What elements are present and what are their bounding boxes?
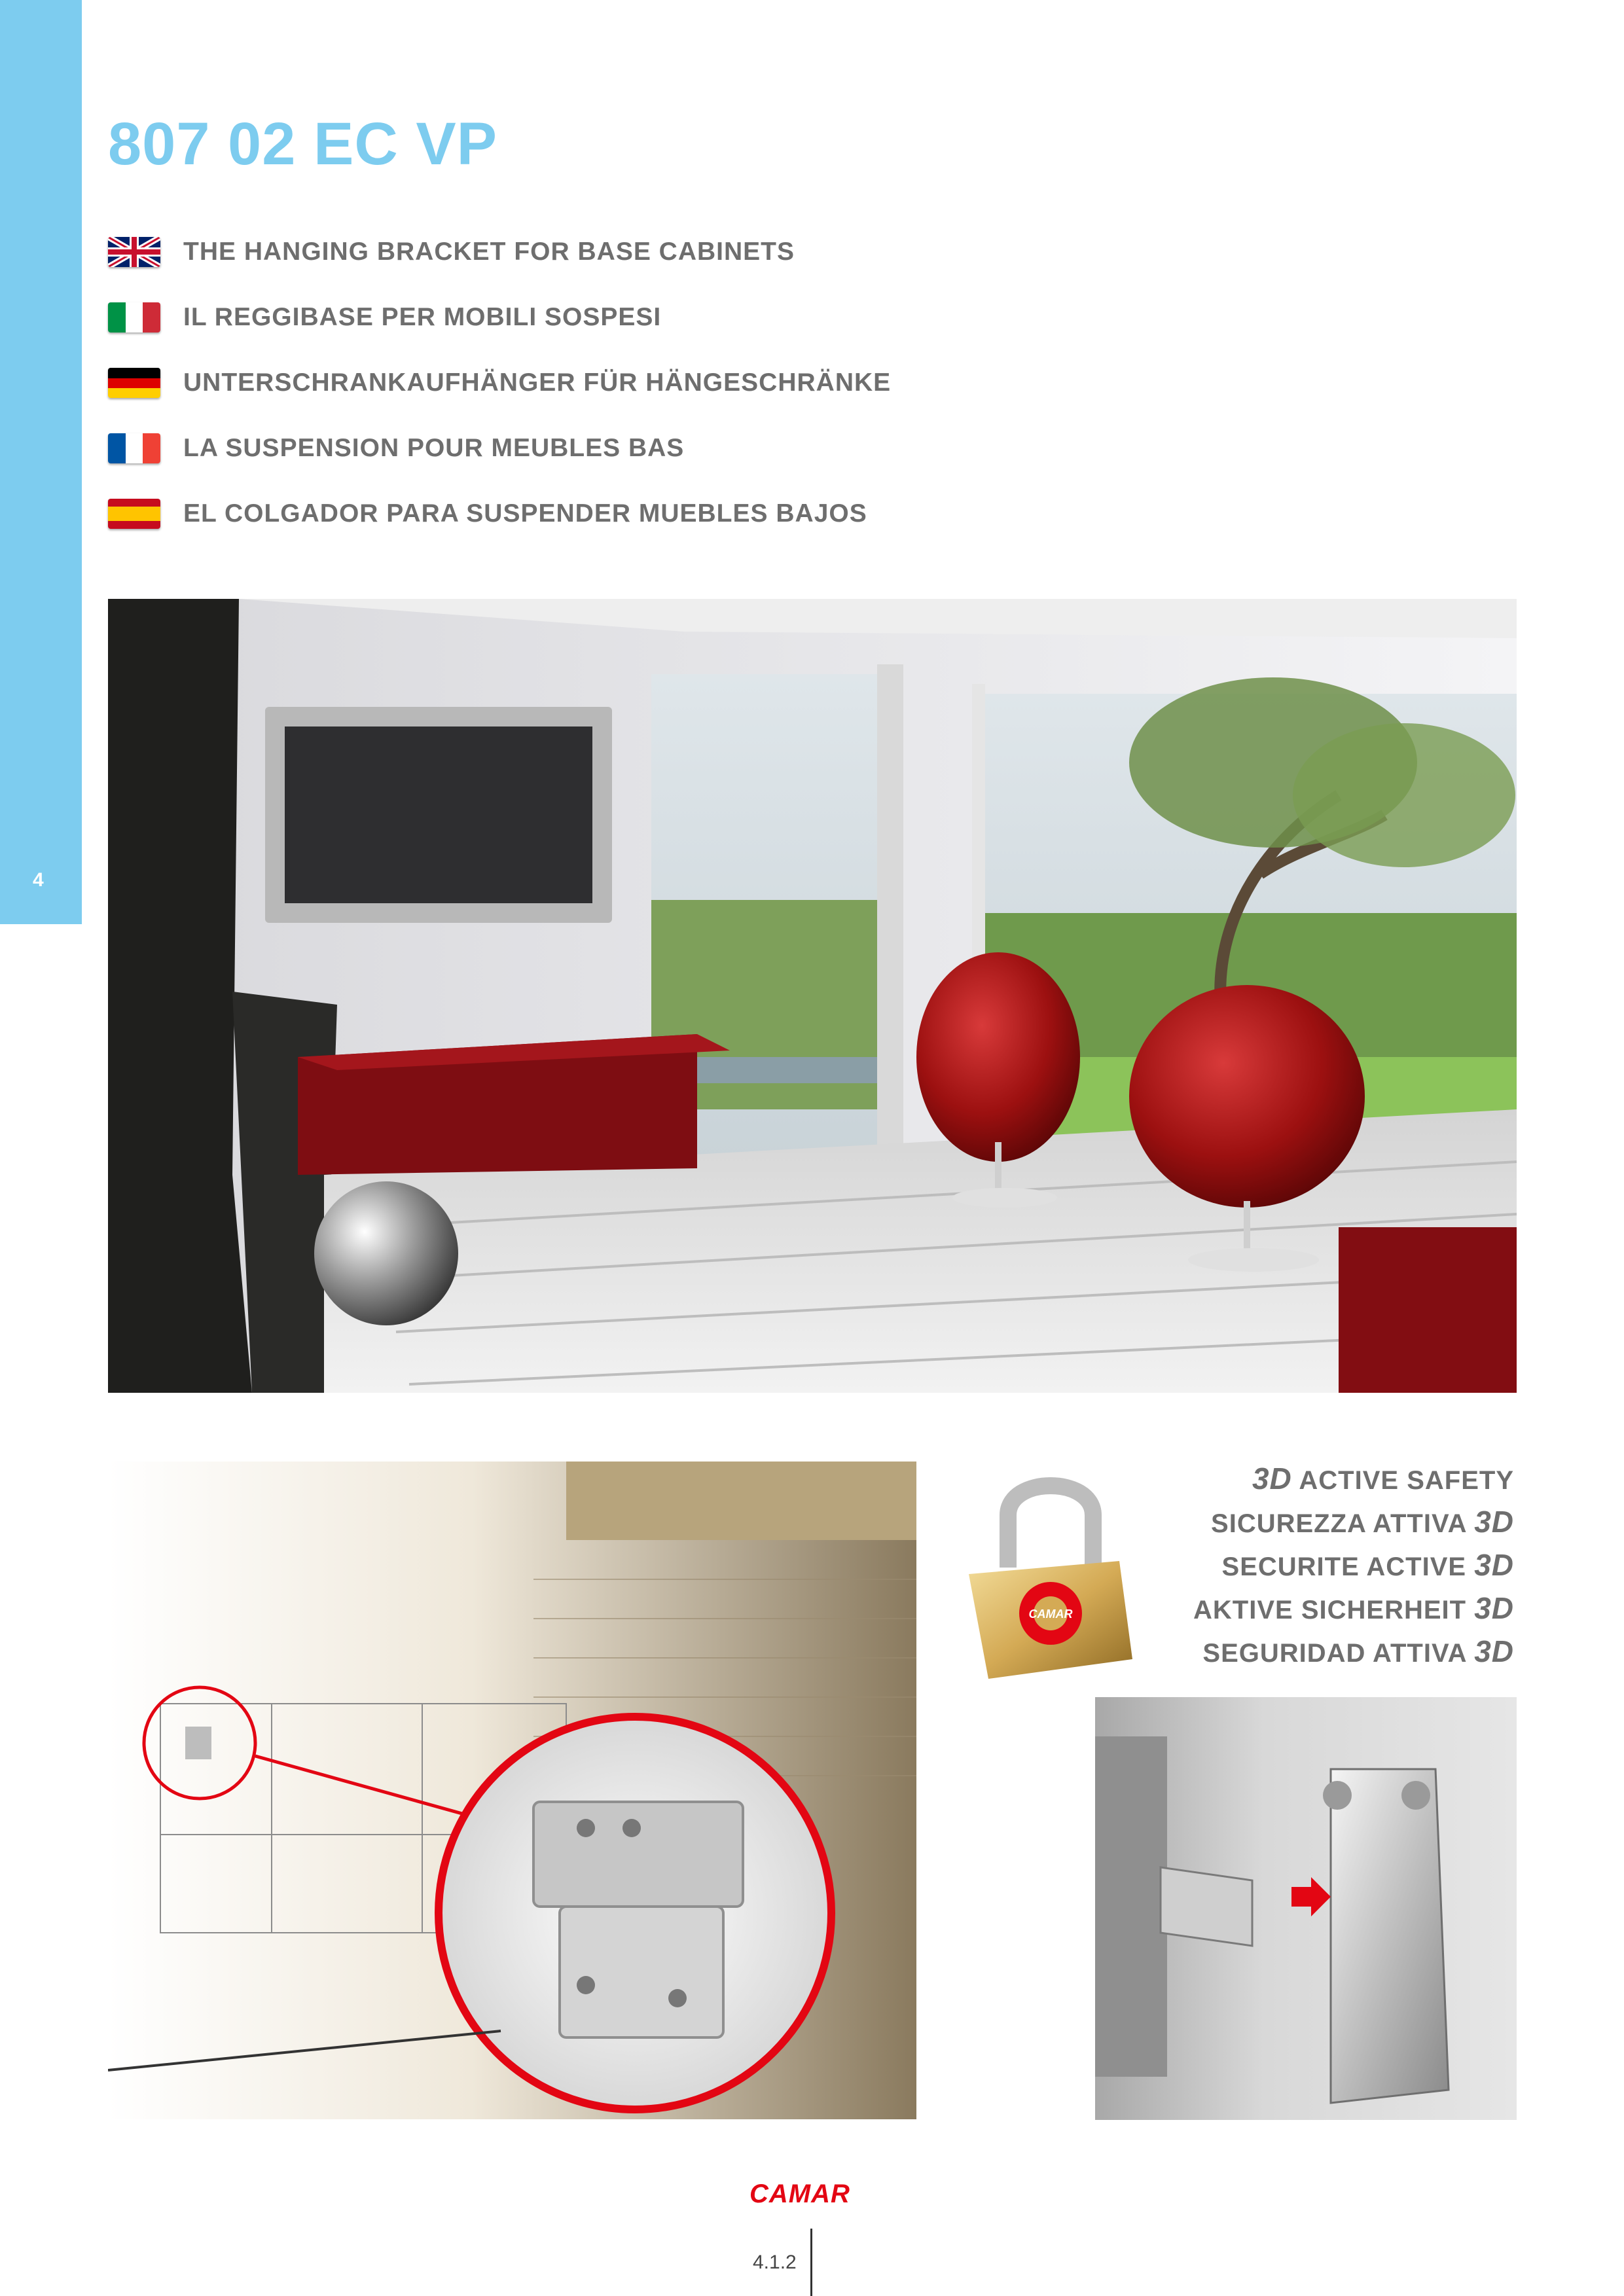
spain-flag-icon <box>108 499 160 529</box>
lang-text-en: THE HANGING BRACKET FOR BASE CABINETS <box>183 238 795 266</box>
lang-row-it <box>108 298 661 337</box>
lang-row-es <box>108 494 867 533</box>
uk-flag-icon <box>108 237 160 267</box>
kitchen-bracket-illustration <box>108 1462 916 2119</box>
lang-row-fr <box>108 429 684 468</box>
padlock-icon <box>949 1463 1146 1685</box>
lang-row-en <box>108 232 795 272</box>
page-title: 807 02 EC VP <box>108 111 498 177</box>
safety-3d-suffix: 3D <box>1474 1505 1514 1539</box>
sidebar-accent-bar <box>0 0 82 924</box>
italy-flag-icon <box>108 302 160 332</box>
germany-flag-icon <box>108 368 160 398</box>
brand-logo: CAMAR <box>749 2179 850 2208</box>
bracket-detail-photo <box>1095 1697 1517 2120</box>
lang-text-it: IL REGGIBASE PER MOBILI SOSPESI <box>183 303 662 331</box>
safety-text: SICUREZZA ATTIVA <box>1211 1509 1475 1538</box>
lang-text-es: EL COLGADOR PARA SUSPENDER MUEBLES BAJOS <box>183 499 867 528</box>
france-flag-icon <box>108 433 160 463</box>
padlock-logo-text: CAMAR <box>1028 1607 1073 1621</box>
safety-line-es <box>1202 1634 1514 1669</box>
page-reference: 4.1.2 <box>753 2251 797 2273</box>
safety-text: ACTIVE SAFETY <box>1291 1466 1514 1495</box>
page-divider <box>810 2229 812 2296</box>
safety-text: SECURITE ACTIVE <box>1221 1552 1475 1581</box>
interior-room-photo <box>108 599 1517 1393</box>
safety-3d-suffix: 3D <box>1474 1634 1514 1668</box>
safety-line-de <box>1193 1590 1514 1626</box>
lang-text-de: UNTERSCHRANKAUFHÄNGER FÜR HÄNGESCHRÄNKE <box>183 368 892 397</box>
safety-3d-prefix: 3D <box>1252 1462 1292 1496</box>
safety-text: SEGURIDAD ATTIVA <box>1202 1639 1475 1668</box>
safety-3d-suffix: 3D <box>1474 1591 1514 1625</box>
lang-text-fr: LA SUSPENSION POUR MEUBLES BAS <box>183 434 685 462</box>
page-section-number: 4 <box>33 869 44 891</box>
safety-3d-suffix: 3D <box>1474 1548 1514 1582</box>
safety-line-it <box>1211 1504 1514 1539</box>
safety-line-en <box>1252 1461 1514 1496</box>
safety-text: AKTIVE SICHERHEIT <box>1193 1596 1475 1624</box>
lang-row-de <box>108 363 891 403</box>
safety-line-fr <box>1222 1547 1514 1583</box>
